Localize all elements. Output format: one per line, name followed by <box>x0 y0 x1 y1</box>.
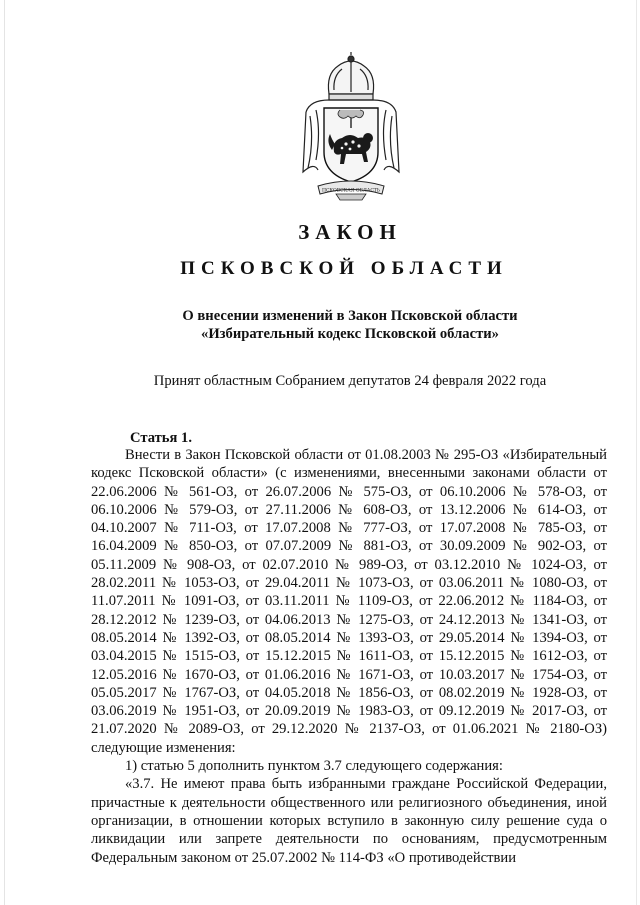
pskov-coat-of-arms-icon <box>296 52 406 202</box>
law-title: ЗАКОН <box>298 220 402 244</box>
law-subject-line2: «Избирательный кодекс Псковской области» <box>201 326 499 342</box>
law-subject-line1: О внесении изменений в Закон Псковской области <box>182 308 518 324</box>
article-body <box>91 446 607 867</box>
law-region-title: ПСКОВСКОЙ ОБЛАСТИ <box>180 258 508 279</box>
quoted-provision: «3.7. Не имеют права быть избранными граждане Российской Федерации, причастные к деятельности общественного или религиозного объединения, иной организации, в отношении которых вступило в законную силу решение суда о ликвидации или запрете деятельности по основаниям, предусмотренным Федеральным законом от 25.07.2002 № 114-ФЗ «О противодействии <box>91 776 607 866</box>
adoption-statement: Принят областным Собранием депутатов 24 февраля 2022 года <box>153 373 547 389</box>
amendment-paragraph: Внести в Закон Псковской области от 01.08.2003 № 295-ОЗ «Избирательный кодекс Псковской области» (с изменениями, внесенными законами области от 22.06.2006 № 561-ОЗ, от 26.07.2006 № 575-ОЗ, от 06.10.2006 № 578-ОЗ, от 06.10.2006 № 579-ОЗ, от 27.11.2006 № 608-ОЗ, от 13.12.2006 № 614-ОЗ, от 04.10.2007 № 711-ОЗ, от 17.07.2008 № 777-ОЗ, от 17.07.2008 № 785-ОЗ, от 16.04.2009 № 850-ОЗ, от 07.07.2009 № 881-ОЗ, от 30.09.2009 № 902-ОЗ, от 05.11.2009 № 908-ОЗ, от 02.07.2010 № 989-ОЗ, от 03.12.2010 № 1024-ОЗ, от 28.02.2011 № 1053-ОЗ, от 29.04.2011 № 1073-ОЗ, от 03.06.2011 № 1080-ОЗ, от 11.07.2011 № 1091-ОЗ, от 03.11.2011 № 1109-ОЗ, от 22.06.2012 № 1184-ОЗ, от 28.12.2012 № 1239-ОЗ, от 04.06.2013 № 1275-ОЗ, от 24.12.2013 № 1341-ОЗ, от 08.05.2014 № 1392-ОЗ, от 08.05.2014 № 1393-ОЗ, от 29.05.2014 № 1394-ОЗ, от 03.04.2015 № 1515-ОЗ, от 15.12.2015 № 1611-ОЗ, от 15.12.2015 № 1612-ОЗ, от 12.05.2016 № 1670-ОЗ, от 01.06.2016 № 1671-ОЗ, от 10.03.2017 № 1754-ОЗ, от 05.05.2017 № 1767-ОЗ, от 04.05.2018 № 1856-ОЗ, от 08.02.2019 № 1928-ОЗ, от 03.06.2019 № 1951-ОЗ, от 20.09.2019 № 1983-ОЗ, от 09.12.2019 № 2017-ОЗ, от 21.07.2020 № 2089-ОЗ, от 29.12.2020 № 2137-ОЗ, от 01.06.2021 № 2180-ОЗ) следующие изменения: <box>91 447 607 756</box>
article-heading: Статья 1. <box>130 430 192 446</box>
svg-text:ПСКОВСКАЯ ОБЛАСТЬ: ПСКОВСКАЯ ОБЛАСТЬ <box>321 188 381 194</box>
amendment-item-1: 1) статью 5 дополнить пунктом 3.7 следующего содержания: <box>125 758 503 775</box>
scan-edge-right <box>636 0 637 905</box>
scan-edge-left <box>4 0 5 905</box>
